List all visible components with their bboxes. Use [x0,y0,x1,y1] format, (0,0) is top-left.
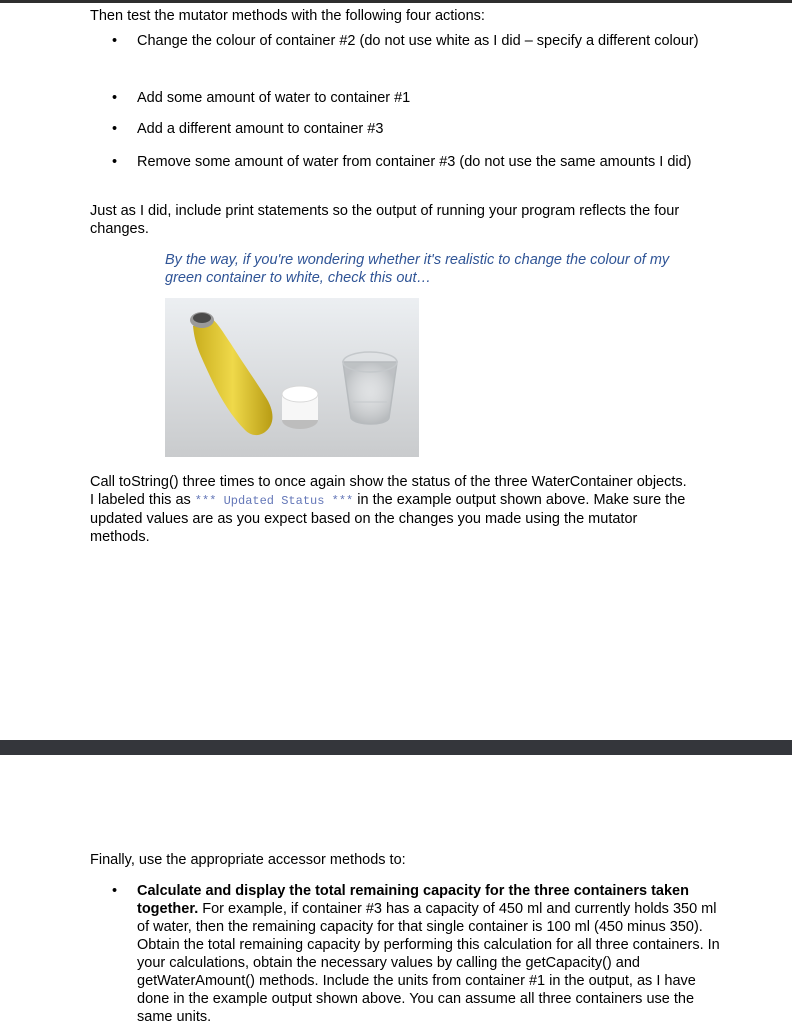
glass-icon [343,352,397,424]
bullet-icon: • [112,121,118,137]
bullet-icon: • [112,33,118,49]
list-item [112,882,732,1026]
updated-status-label: *** Updated Status *** [194,494,354,508]
page-separator [0,740,792,755]
bullet-bold-text: Calculate and display the total remaining capacity for the three containers taken together. [137,883,689,917]
tostring-text-after: in the example output shown above. Make sure the updated values are as you expect based on the changes you made using the mutator methods. [90,492,686,545]
bullet-text: Add a different amount to container #3 [137,121,384,137]
tostring-text-before: Call toString() three times to once again show the status of the three WaterContainer objects. I labeled this as [90,474,687,508]
bullet-text: Remove some amount of water from container #3 (do not use the same amounts I did) [137,154,692,170]
bullet-icon: • [112,90,118,106]
list-item [112,153,727,171]
tostring-instructions [90,473,690,546]
list-item [112,32,712,50]
bullet-icon: • [112,154,118,170]
list-item [112,120,712,138]
aside-note: By the way, if you're wondering whether it's realistic to change the colour of my green container to white, check this out… [165,252,670,286]
bullet-text: For example, if container #3 has a capacity of 450 ml and currently holds 350 ml of water, then the remaining capacity for that single container is 100 ml (450 minus 350). Obtain the total remaining capacity by performing this calculation for all three containers. In your calculations, obtain the necessary values by calling the getCapacity() and getWaterAmount() methods. Include the units from container #1 in the output, as I have done in the example output shown above. You can assume all three containers use the same units. [137,901,720,1025]
bullet-text: Change the colour of container #2 (do not use white as I did – specify a different colour) [137,33,699,49]
page-top-border [0,0,792,3]
print-statements-note: Just as I did, include print statements so the output of running your program reflects the four changes. [90,203,680,237]
bullet-icon: • [112,883,118,899]
accessor-intro: Finally, use the appropriate accessor methods to: [90,852,406,868]
bullet-text: Add some amount of water to container #1 [137,90,411,106]
white-cup-icon [282,386,318,429]
list-item [112,89,712,107]
containers-photo [165,298,419,457]
mutator-intro: Then test the mutator methods with the following four actions: [90,8,485,24]
